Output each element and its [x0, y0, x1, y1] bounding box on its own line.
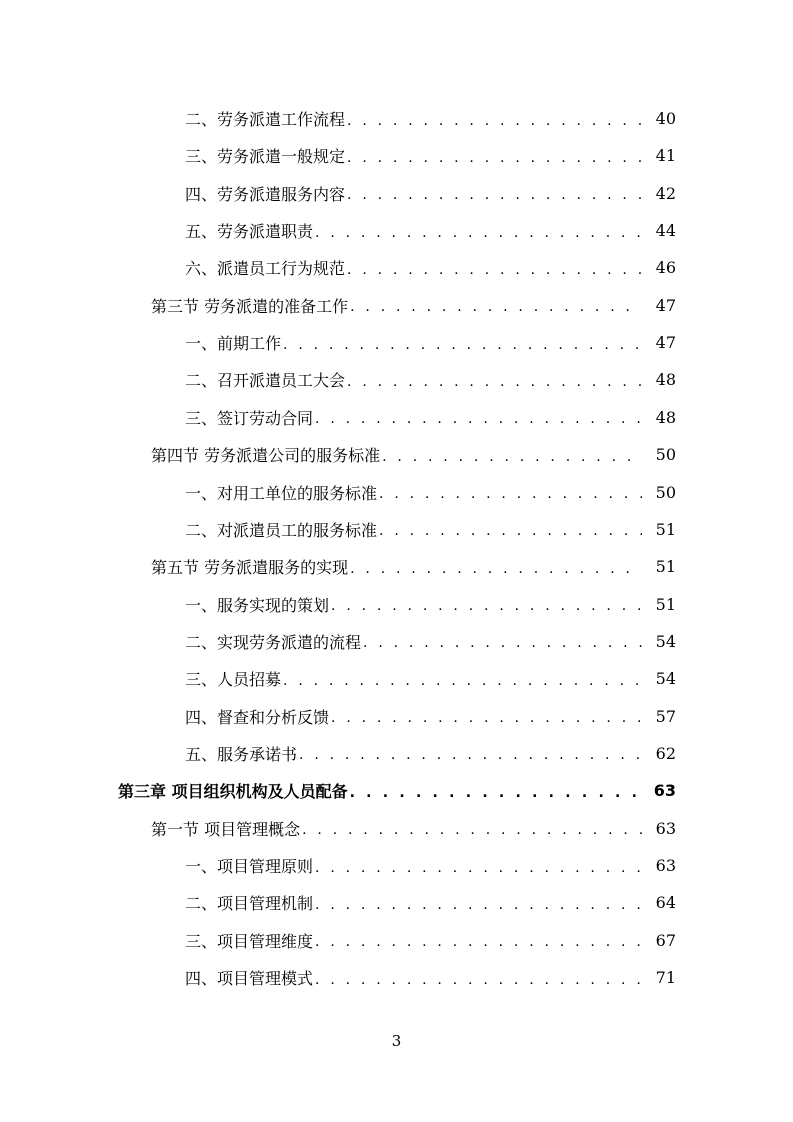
- toc-entry-page: 50: [655, 445, 676, 465]
- toc-entry-page: 63: [655, 856, 676, 875]
- toc-subsection-entry: [185, 922, 676, 959]
- toc-entry-page: 62: [655, 743, 676, 763]
- toc-entry-page: 48: [655, 407, 676, 427]
- toc-leader-dots: [299, 748, 642, 762]
- toc-entry-page: 51: [655, 594, 676, 614]
- toc-entry-label: 四、劳务派遣服务内容: [185, 184, 346, 204]
- toc-leader-dots: [331, 711, 642, 725]
- toc-leader-dots: [347, 263, 642, 277]
- page-number: 3: [391, 1032, 402, 1050]
- toc-section-entry: [151, 548, 676, 585]
- toc-leader-dots: [283, 338, 642, 352]
- toc-subsection-entry: [185, 137, 676, 174]
- toc-entry-label: 二、项目管理机制: [185, 894, 314, 914]
- toc-subsection-entry: [185, 212, 676, 249]
- toc-leader-dots: [331, 599, 642, 613]
- toc-leader-dots: [350, 562, 642, 576]
- toc-subsection-entry: [185, 735, 676, 772]
- toc-leader-dots: [302, 823, 642, 837]
- toc-entry-label: 二、实现劳务派遣的流程: [185, 632, 362, 652]
- toc-subsection-entry: [185, 586, 676, 623]
- toc-leader-dots: [350, 300, 642, 314]
- toc-entry-label: 第三章 项目组织机构及人员配备: [118, 782, 348, 802]
- toc-entry-label: 三、项目管理维度: [185, 931, 314, 951]
- toc-entry-label: 二、劳务派遣工作流程: [185, 110, 346, 129]
- toc-entry-label: 四、督查和分析反馈: [185, 707, 330, 727]
- toc-entry-label: 六、派遣员工行为规范: [185, 259, 346, 279]
- toc-entry-page: 50: [655, 482, 676, 502]
- toc-subsection-entry: [185, 884, 676, 921]
- toc-entry-page: 42: [655, 183, 676, 203]
- toc-entry-page: 40: [655, 109, 676, 128]
- toc-entry-page: 47: [655, 295, 676, 315]
- toc-subsection-entry: [185, 623, 676, 660]
- toc-entry-page: 48: [655, 370, 676, 390]
- toc-leader-dots: [315, 226, 642, 240]
- toc-entry-page: 46: [655, 258, 676, 278]
- toc-chapter-entry: [118, 772, 676, 809]
- toc-entry-label: 二、召开派遣员工大会: [185, 371, 346, 391]
- toc-entry-label: 第三节 劳务派遣的准备工作: [151, 296, 349, 316]
- toc-subsection-entry: [185, 175, 676, 212]
- toc-subsection-entry: [185, 660, 676, 697]
- toc-subsection-entry: [185, 474, 676, 511]
- toc-leader-dots: [379, 487, 642, 501]
- toc-entry-label: 五、劳务派遣职责: [185, 222, 314, 242]
- toc-entry-page: 67: [655, 930, 676, 950]
- toc-entry-label: 一、前期工作: [185, 334, 282, 354]
- toc-entry-label: 五、服务承诺书: [185, 744, 298, 764]
- toc-subsection-entry: [185, 399, 676, 436]
- toc-entry-label: 三、人员招募: [185, 670, 282, 690]
- toc-subsection-entry: [185, 698, 676, 735]
- toc-entry-page: 51: [655, 519, 676, 539]
- toc-entry-page: 54: [655, 631, 676, 651]
- toc-entry-label: 一、对用工单位的服务标准: [185, 483, 378, 503]
- toc-subsection-entry: [185, 959, 676, 996]
- toc-entry-label: 四、项目管理模式: [185, 969, 314, 989]
- toc-subsection-entry: [185, 361, 676, 398]
- toc-subsection-entry: [185, 324, 676, 361]
- toc-leader-dots: [347, 114, 642, 128]
- toc-entry-page: 57: [655, 706, 676, 726]
- toc-leader-dots: [315, 861, 642, 875]
- toc-entry-label: 第五节 劳务派遣服务的实现: [151, 558, 349, 578]
- toc-entry-page: 54: [655, 669, 676, 689]
- toc-leader-dots: [382, 450, 642, 464]
- toc-section-entry: [151, 287, 676, 324]
- toc-entry-label: 第一节 项目管理概念: [151, 819, 301, 839]
- toc-leader-dots: [347, 375, 642, 389]
- toc-subsection-entry: [185, 249, 676, 286]
- toc-entry-page: 63: [653, 781, 676, 801]
- toc-leader-dots: [350, 786, 642, 800]
- toc-subsection-entry: [185, 100, 676, 137]
- toc-leader-dots: [315, 935, 642, 949]
- toc-leader-dots: [379, 524, 642, 538]
- toc-entry-page: 63: [655, 818, 676, 838]
- toc-leader-dots: [315, 898, 642, 912]
- toc-leader-dots: [363, 636, 642, 650]
- toc-entry-page: 51: [655, 557, 676, 577]
- toc-subsection-entry: [185, 511, 676, 548]
- toc-leader-dots: [315, 973, 642, 987]
- toc-entry-label: 第四节 劳务派遣公司的服务标准: [151, 446, 381, 466]
- toc-entry-page: 64: [655, 893, 676, 913]
- toc-section-entry: [151, 436, 676, 473]
- toc-entry-page: 71: [655, 968, 676, 988]
- toc-leader-dots: [347, 151, 642, 165]
- toc-leader-dots: [347, 188, 642, 202]
- toc-entry-label: 二、对派遣员工的服务标准: [185, 520, 378, 540]
- toc-subsection-entry: [185, 847, 676, 884]
- toc-entry-label: 三、签订劳动合同: [185, 408, 314, 428]
- toc-entry-label: 三、劳务派遣一般规定: [185, 147, 346, 167]
- toc-leader-dots: [315, 412, 642, 426]
- toc-section-entry: [151, 810, 676, 847]
- toc-entry-page: 44: [655, 221, 676, 241]
- toc-entry-label: 一、项目管理原则: [185, 857, 314, 876]
- toc-entry-label: 一、服务实现的策划: [185, 595, 330, 615]
- toc-leader-dots: [283, 674, 642, 688]
- toc-entry-page: 41: [655, 146, 676, 166]
- toc-entry-page: 47: [655, 333, 676, 353]
